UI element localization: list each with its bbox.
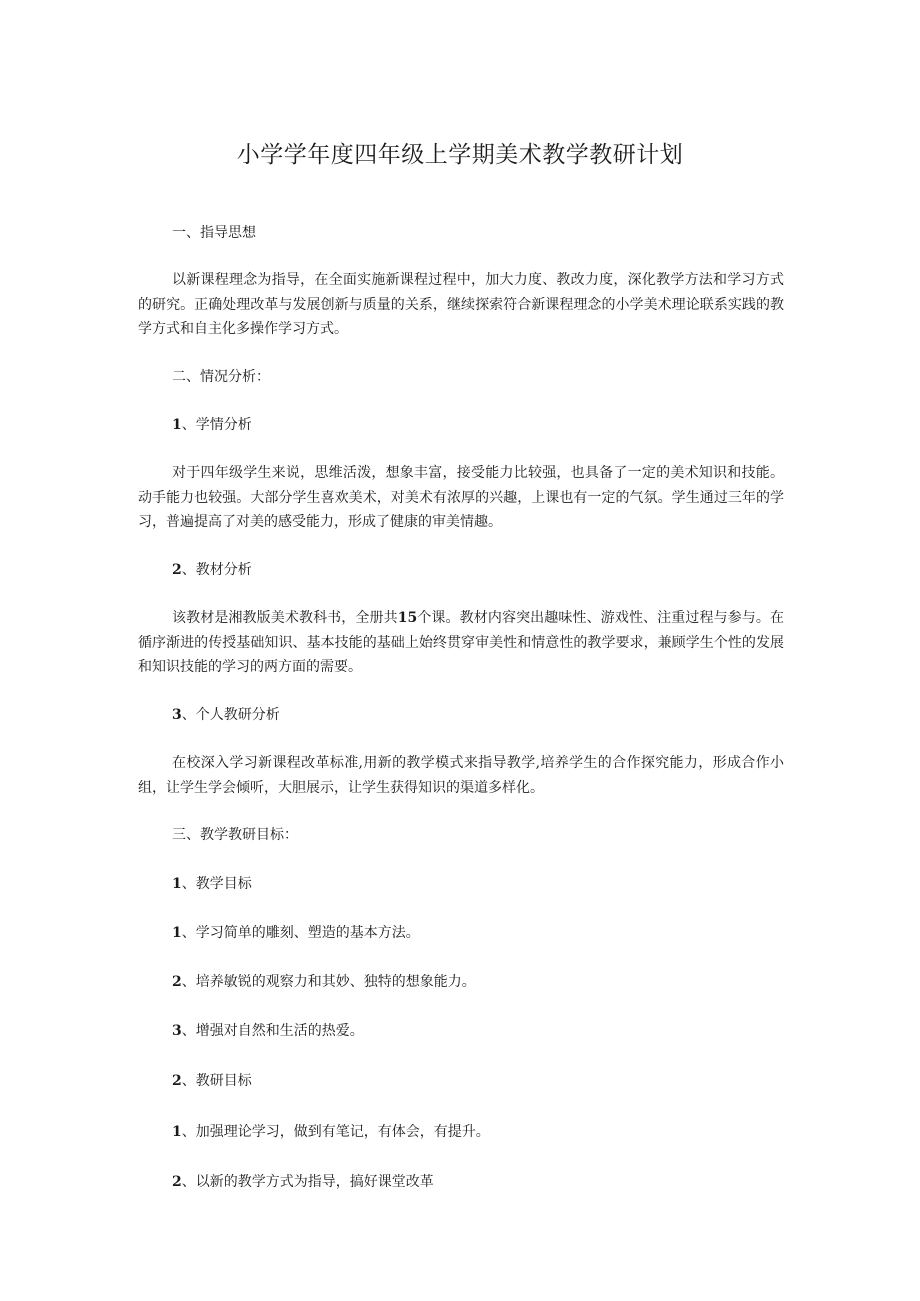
subheading-label: 、个人教研分析 [181,707,280,723]
section-heading-goals: 三、教学教研目标： [172,827,298,843]
section-heading-situation-analysis: 二、情况分析： [172,369,270,385]
subheading-textbook-analysis [172,558,252,582]
paragraph-text: 该教材是湘教版美术教科书，全册共 [172,610,398,626]
list-item-text: 、学习简单的雕刻、塑造的基本方法。 [181,925,420,941]
list-item-text: 、培养敏锐的观察力和其妙、独特的想象能力。 [181,974,476,990]
list-item-teaching-goal [172,970,476,994]
subheading-personal-research [172,703,280,727]
subheading-number: 2 [172,1073,182,1089]
subheading-number: 1 [172,417,182,433]
list-item-research-goal [172,1170,434,1194]
paragraph-personal-research: 在校深入学习新课程改革标准,用新的教学模式来指导教学,培养学生的合作探究能力，形成合作小组，让学生学会倾听，大胆展示，让学生获得知识的渠道多样化。 [138,755,784,796]
subheading-number: 3 [172,707,182,723]
subheading-number: 1 [172,876,182,892]
list-item-number: 3 [172,1023,182,1039]
subheading-label: 、教学目标 [181,876,252,892]
subheading-label: 、教材分析 [181,562,252,578]
list-item-text: 、以新的教学方式为指导，搞好课堂改革 [181,1174,434,1190]
subheading-label: 、教研目标 [181,1073,252,1089]
section-heading-guiding-ideology: 一、指导思想 [172,225,256,241]
paragraph-student-analysis: 对于四年级学生来说，思维活泼，想象丰富，接受能力比较强，也具备了一定的美术知识和技能。动手能力也较强。大部分学生喜欢美术，对美术有浓厚的兴趣，上课也有一定的气氛。学生通过三年的学习，普遍提高了对美的感受能力，形成了健康的审美情趣。 [138,465,784,530]
list-item-number: 2 [172,1174,182,1190]
list-item-number: 1 [172,925,182,941]
list-item-teaching-goal [172,921,420,945]
subheading-research-goals [172,1069,252,1093]
subheading-label: 、学情分析 [181,417,252,433]
list-item-number: 2 [172,974,182,990]
subheading-student-analysis [172,413,252,437]
document-title: 小学学年度四年级上学期美术教学教研计划 [236,142,684,168]
paragraph-text: 个课。教材内容突出趣味性、游戏性、注重过程与参与。在循序渐进的传授基础知识、基本技能的基础上始终贯穿审美性和情意性的教学要求，兼顾学生个性的发展和知识技能的学习的两方面的需要。 [138,610,785,675]
subheading-teaching-goals [172,872,252,896]
list-item-research-goal [172,1120,490,1144]
paragraph-guiding-ideology: 以新课程理念为指导，在全面实施新课程过程中，加大力度、教改力度，深化教学方法和学习方式的研究。正确处理改革与发展创新与质量的关系，继续探索符合新课程理念的小学美术理论联系实践的教学方式和自主化多操作学习方式。 [138,272,784,337]
list-item-number: 1 [172,1124,182,1140]
paragraph-textbook-analysis [138,606,784,680]
lesson-count: 15 [397,610,418,626]
list-item-text: 、增强对自然和生活的热爱。 [181,1023,364,1039]
list-item-text: 、加强理论学习，做到有笔记，有体会，有提升。 [181,1124,490,1140]
subheading-number: 2 [172,562,182,578]
list-item-teaching-goal [172,1019,364,1043]
